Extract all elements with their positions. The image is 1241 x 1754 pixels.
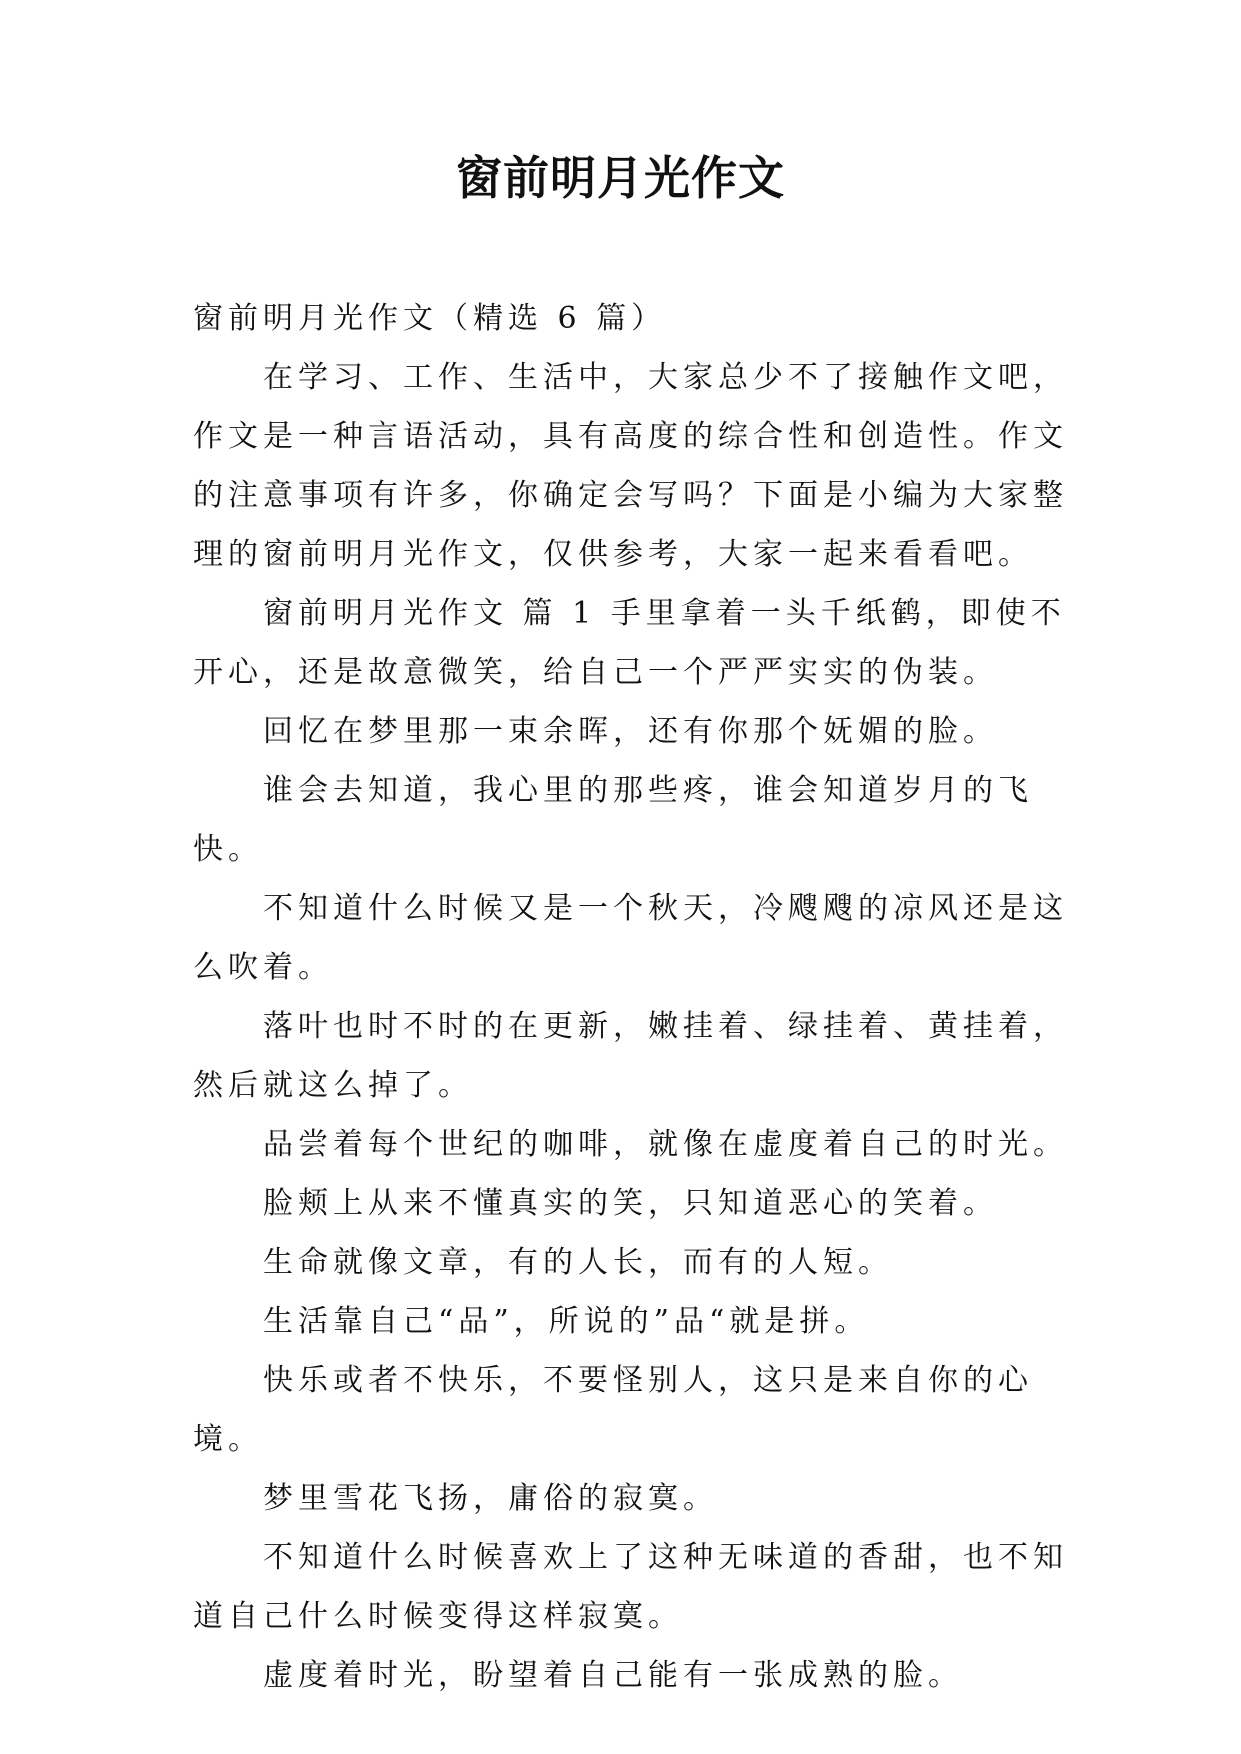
paragraph: 快乐或者不快乐，不要怪别人，这只是来自你的心境。: [193, 1363, 1033, 1457]
paragraph: 回忆在梦里那一束余晖，还有你那个妩媚的脸。: [263, 714, 998, 749]
paragraph: 在学习、工作、生活中，大家总少不了接触作文吧，作文是一种言语活动，具有高度的综合性和创造性。作文的注意事项有许多，你确定会写吗？下面是小编为大家整理的窗前明月光作文，仅供参考，大家一起来看看吧。: [193, 360, 1068, 572]
paragraph: 谁会去知道，我心里的那些疼，谁会知道岁月的飞快。: [193, 773, 1033, 867]
paragraph: 不知道什么时候又是一个秋天，冷飕飕的凉风还是这么吹着。: [193, 891, 1068, 985]
paragraph: 品尝着每个世纪的咖啡，就像在虚度着自己的时光。: [263, 1127, 1068, 1162]
paragraph: 脸颊上从来不懂真实的笑，只知道恶心的笑着。: [263, 1186, 998, 1221]
paragraph: 不知道什么时候喜欢上了这种无味道的香甜，也不知道自己什么时候变得这样寂寞。: [193, 1540, 1068, 1634]
paragraph: 窗前明月光作文 篇 1 手里拿着一头千纸鹤，即使不开心，还是故意微笑，给自己一个严严实实的伪装。: [193, 596, 1066, 690]
document-title: 窗前明月光作文: [456, 151, 785, 205]
paragraph: 生活靠自己“品”，所说的”品“就是拼。: [263, 1304, 870, 1339]
paragraph: 生命就像文章，有的人长，而有的人短。: [263, 1245, 893, 1280]
document-subtitle: 窗前明月光作文（精选 6 篇）: [193, 301, 667, 336]
paragraph: 梦里雪花飞扬，庸俗的寂寞。: [263, 1481, 718, 1516]
paragraph: 虚度着时光，盼望着自己能有一张成熟的脸。: [263, 1658, 963, 1693]
paragraph: 落叶也时不时的在更新，嫩挂着、绿挂着、黄挂着，然后就这么掉了。: [193, 1009, 1068, 1103]
document-body: [193, 289, 1073, 1705]
